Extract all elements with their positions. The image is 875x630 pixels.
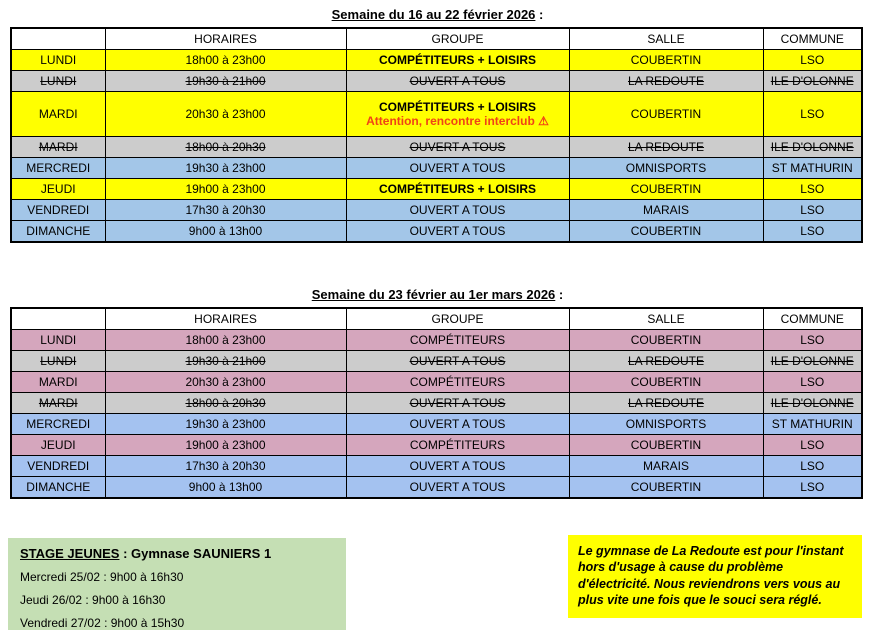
stage-line: Mercredi 25/02 : 9h00 à 16h30 [20,570,184,584]
groupe-label: OUVERT A TOUS [409,416,506,431]
commune-cell: LSO [763,456,862,477]
warning-icon: ⚠ [538,113,549,128]
groupe-label: COMPÉTITEURS [409,437,506,452]
groupe-label: COMPÉTITEURS [409,374,506,389]
day-cell: LUNDI [11,50,105,71]
salle-cell: MARAIS [569,456,763,477]
horaires-cell: 17h30 à 20h30 [105,200,346,221]
groupe-cell [346,435,569,456]
horaires-cell: 19h30 à 23h00 [105,414,346,435]
schedule-table-week2 [10,307,863,499]
salle-cell: MARAIS [569,200,763,221]
groupe-label: OUVERT A TOUS [409,479,506,494]
column-header: GROUPE [346,308,569,330]
schedule-row [11,137,862,158]
salle-cell: COUBERTIN [569,477,763,499]
groupe-cell [346,456,569,477]
commune-cell: LSO [763,221,862,243]
commune-cell: LSO [763,372,862,393]
week1-title [0,0,875,22]
groupe-label: COMPÉTITEURS [409,332,506,347]
day-cell: MARDI [11,393,105,414]
day-cell: LUNDI [11,71,105,92]
schedule-row [11,372,862,393]
commune-cell: ILE D'OLONNE [763,393,862,414]
header-row [11,308,862,330]
stage-jeunes-title [20,546,334,561]
horaires-cell: 20h30 à 23h00 [105,372,346,393]
horaires-cell: 9h00 à 13h00 [105,221,346,243]
horaires-cell: 19h30 à 23h00 [105,158,346,179]
column-header: SALLE [569,28,763,50]
stage-line: Jeudi 26/02 : 9h00 à 16h30 [20,593,166,607]
salle-cell: COUBERTIN [569,179,763,200]
commune-cell: LSO [763,179,862,200]
salle-cell: OMNISPORTS [569,158,763,179]
salle-cell: LA REDOUTE [569,137,763,158]
schedule-row [11,179,862,200]
day-cell: VENDREDI [11,200,105,221]
day-cell: DIMANCHE [11,477,105,499]
horaires-cell: 19h00 à 23h00 [105,435,346,456]
groupe-cell [346,179,569,200]
salle-cell: COUBERTIN [569,221,763,243]
column-header: COMMUNE [763,28,862,50]
schedule-row [11,435,862,456]
stage-jeunes-box [8,538,346,630]
groupe-label: OUVERT A TOUS [409,458,506,473]
horaires-cell: 19h30 à 21h00 [105,351,346,372]
day-cell: MARDI [11,137,105,158]
groupe-label: OUVERT A TOUS [409,73,506,88]
week2-title [0,287,875,302]
column-header: COMMUNE [763,308,862,330]
redoute-notice-text: Le gymnase de La Redoute est pour l'instant hors d'usage à cause du problème d'électricité. Nous reviendrons vers vous au plus vite une fois que le souci sera réglé. [578,544,844,607]
groupe-cell [346,200,569,221]
schedule-row [11,414,862,435]
table1-header [11,28,862,50]
horaires-cell: 18h00 à 23h00 [105,330,346,351]
commune-cell: LSO [763,200,862,221]
groupe-cell [346,414,569,435]
day-cell: DIMANCHE [11,221,105,243]
commune-cell: LSO [763,435,862,456]
groupe-cell [346,137,569,158]
schedule-row [11,351,862,372]
commune-cell: LSO [763,330,862,351]
column-header: HORAIRES [105,308,346,330]
horaires-cell: 19h00 à 23h00 [105,179,346,200]
table2-header [11,308,862,330]
day-cell: MERCREDI [11,414,105,435]
commune-cell: ILE D'OLONNE [763,71,862,92]
column-header: GROUPE [346,28,569,50]
commune-cell: LSO [763,92,862,137]
commune-cell: ILE D'OLONNE [763,351,862,372]
groupe-label: OUVERT A TOUS [409,223,506,238]
groupe-label: OUVERT A TOUS [409,353,506,368]
commune-cell: LSO [763,50,862,71]
salle-cell: LA REDOUTE [569,71,763,92]
salle-cell: LA REDOUTE [569,351,763,372]
groupe-cell [346,393,569,414]
day-cell: LUNDI [11,330,105,351]
day-cell: JEUDI [11,435,105,456]
horaires-cell: 20h30 à 23h00 [105,92,346,137]
schedule-row [11,158,862,179]
horaires-cell: 17h30 à 20h30 [105,456,346,477]
day-cell: LUNDI [11,351,105,372]
schedule-row [11,330,862,351]
day-cell: MARDI [11,92,105,137]
horaires-cell: 9h00 à 13h00 [105,477,346,499]
schedule-row [11,393,862,414]
schedule-row [11,50,862,71]
salle-cell: COUBERTIN [569,435,763,456]
column-header: HORAIRES [105,28,346,50]
stage-jeunes-title-underlined: STAGE JEUNES [20,546,120,561]
table2-body [11,330,862,499]
groupe-cell [346,158,569,179]
horaires-cell: 18h00 à 20h30 [105,137,346,158]
interclub-warning: Attention, rencontre interclub ⚠ [366,113,549,128]
commune-cell: LSO [763,477,862,499]
schedule-row [11,71,862,92]
commune-cell: ST MATHURIN [763,414,862,435]
salle-cell: LA REDOUTE [569,393,763,414]
salle-cell: COUBERTIN [569,330,763,351]
redoute-notice-box [568,535,862,618]
groupe-cell [346,477,569,499]
groupe-label: OUVERT A TOUS [409,395,506,410]
schedule-row [11,477,862,499]
week2-title-text: Semaine du 23 février au 1er mars 2026 [311,287,556,302]
day-cell: VENDREDI [11,456,105,477]
schedule-row [11,456,862,477]
schedule-row [11,92,862,137]
groupe-cell [346,330,569,351]
column-header [11,308,105,330]
day-cell: MERCREDI [11,158,105,179]
salle-cell: COUBERTIN [569,92,763,137]
day-cell: JEUDI [11,179,105,200]
week1-title-colon: : [535,7,544,22]
header-row [11,28,862,50]
salle-cell: COUBERTIN [569,50,763,71]
week2-title-colon: : [555,287,564,302]
groupe-label: OUVERT A TOUS [409,139,506,154]
schedule-row [11,200,862,221]
groupe-cell [346,50,569,71]
column-header: SALLE [569,308,763,330]
stage-jeunes-title-rest: : Gymnase SAUNIERS 1 [119,546,272,561]
horaires-cell: 19h30 à 21h00 [105,71,346,92]
salle-cell: OMNISPORTS [569,414,763,435]
salle-cell: COUBERTIN [569,372,763,393]
week1-title-text: Semaine du 16 au 22 février 2026 [331,7,536,22]
groupe-cell [346,372,569,393]
groupe-cell [346,221,569,243]
groupe-cell [346,351,569,372]
groupe-label: OUVERT A TOUS [409,160,506,175]
table1-body [11,50,862,243]
groupe-cell [346,92,569,137]
groupe-label: COMPÉTITEURS + LOISIRS [378,99,537,114]
groupe-label: COMPÉTITEURS + LOISIRS [378,181,537,196]
column-header [11,28,105,50]
schedule-table-week1 [10,27,863,243]
commune-cell: ILE D'OLONNE [763,137,862,158]
groupe-label: COMPÉTITEURS + LOISIRS [378,52,537,67]
horaires-cell: 18h00 à 23h00 [105,50,346,71]
groupe-cell [346,71,569,92]
schedule-row [11,221,862,243]
day-cell: MARDI [11,372,105,393]
horaires-cell: 18h00 à 20h30 [105,393,346,414]
commune-cell: ST MATHURIN [763,158,862,179]
stage-line: Vendredi 27/02 : 9h00 à 15h30 [20,616,185,630]
groupe-label: OUVERT A TOUS [409,202,506,217]
